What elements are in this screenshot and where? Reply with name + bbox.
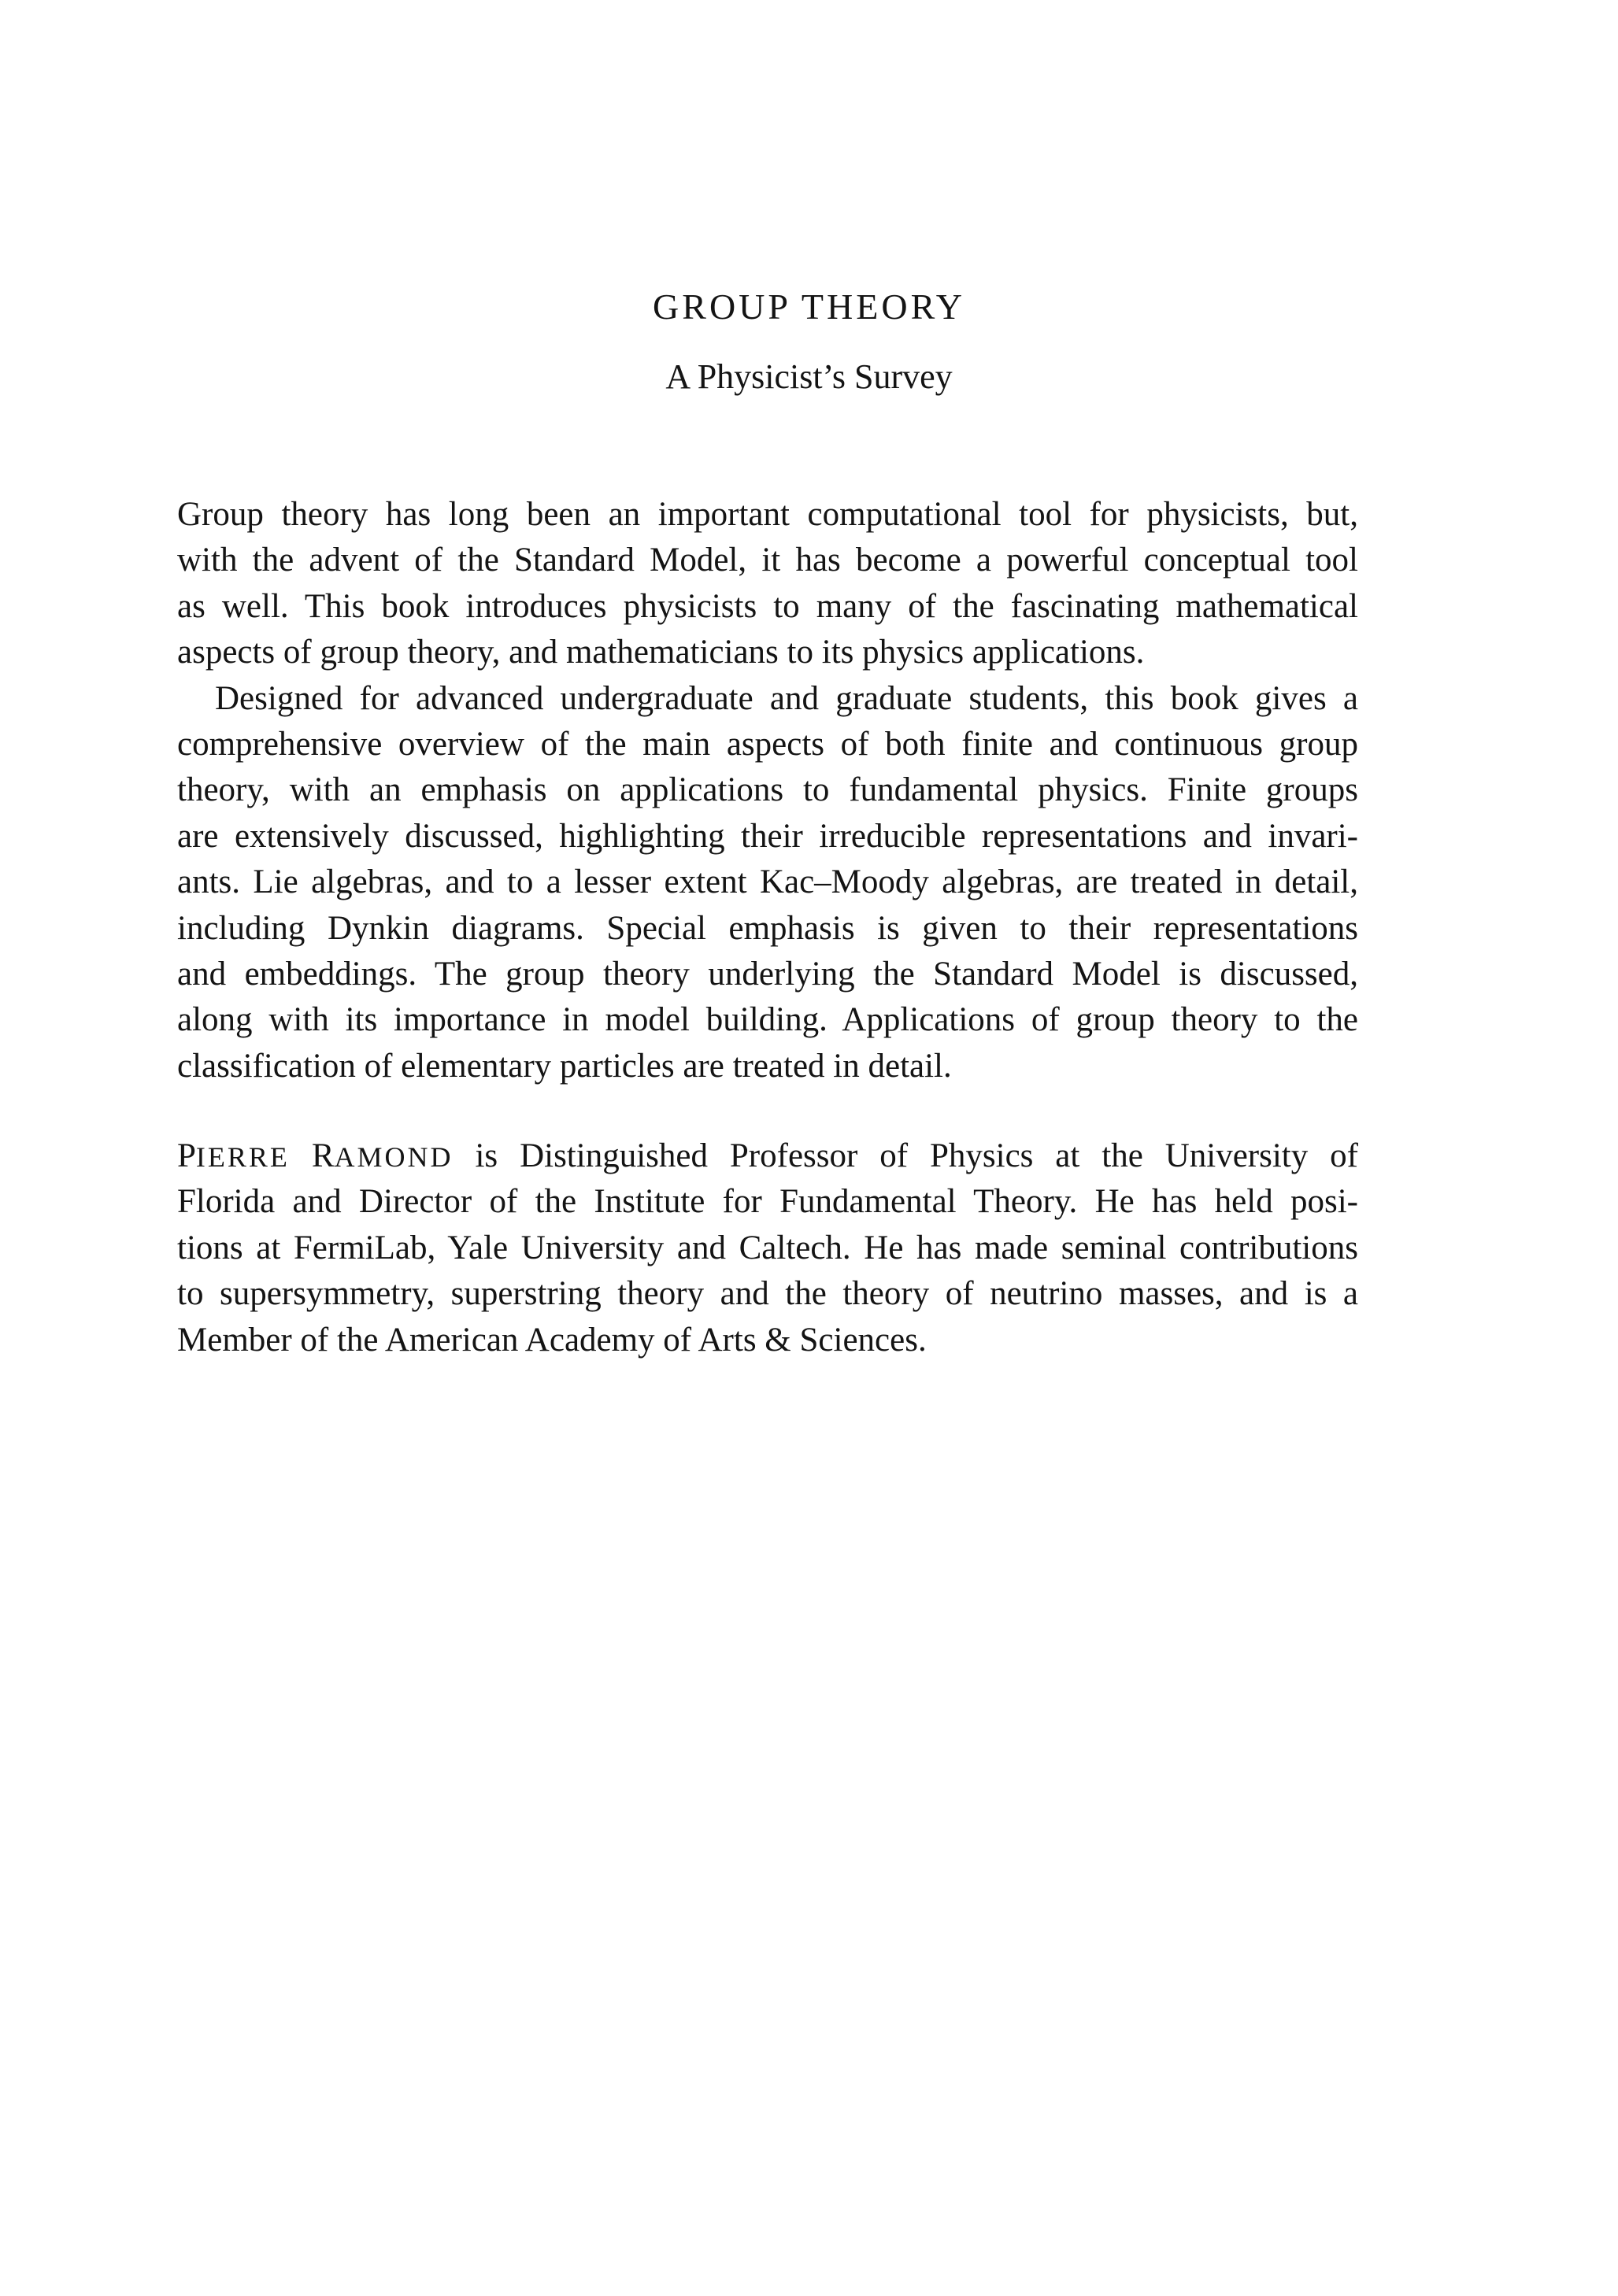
author-first-rest: IERRE [195, 1141, 290, 1173]
book-subtitle: A Physicist’s Survey [665, 357, 953, 396]
book-description [177, 492, 1358, 1089]
bio-line: Florida and Director of the Institute for Fundamental Theory. He has held posi- [177, 1183, 1358, 1221]
description-line: aspects of group theory, and mathematicians to its physics applications. [177, 634, 1145, 671]
description-line: with the advent of the Standard Model, it has become a powerful conceptual tool [177, 542, 1358, 579]
description-line: as well. This book introduces physicists to many of the fascinating mathematical [177, 587, 1358, 625]
bio-line: tions at FermiLab, Yale University and Caltech. He has made seminal contributions [177, 1229, 1358, 1266]
description-line: including Dynkin diagrams. Special emphasis is given to their representations [177, 909, 1358, 947]
author-first-initial: P [177, 1137, 196, 1174]
description-line: and embeddings. The group theory underlying the Standard Model is discussed, [177, 955, 1358, 993]
bio-line [177, 1133, 1358, 1179]
description-line: theory, with an emphasis on applications to fundamental physics. Finite groups [177, 771, 1358, 809]
description-line: along with its importance in model building. Applications of group theory to the [177, 1001, 1358, 1039]
author-bio [177, 1133, 1358, 1363]
author-last-initial: R [311, 1137, 335, 1174]
description-line: are extensively discussed, highlighting their irreducible representations and invari- [177, 817, 1358, 855]
bio-first-line-text: is Distinguished Professor of Physics at the University of [453, 1137, 1358, 1174]
bio-line: Member of the American Academy of Arts & Sciences. [177, 1321, 927, 1359]
author-last-rest: AMOND [334, 1141, 454, 1173]
author-name [177, 1137, 454, 1174]
description-line: classification of elementary particles are treated in detail. [177, 1047, 952, 1085]
description-line: Group theory has long been an important computational tool for physicists, but, [177, 496, 1358, 533]
book-title: GROUP THEORY [653, 287, 965, 327]
description-line: ants. Lie algebras, and to a lesser extent Kac–Moody algebras, are treated in detail, [177, 863, 1358, 901]
bio-line: to supersymmetry, superstring theory and the theory of neutrino masses, and is a [177, 1275, 1358, 1313]
description-line: Designed for advanced undergraduate and graduate students, this book gives a [215, 679, 1358, 717]
description-line: comprehensive overview of the main aspects of both finite and continuous group [177, 725, 1358, 763]
